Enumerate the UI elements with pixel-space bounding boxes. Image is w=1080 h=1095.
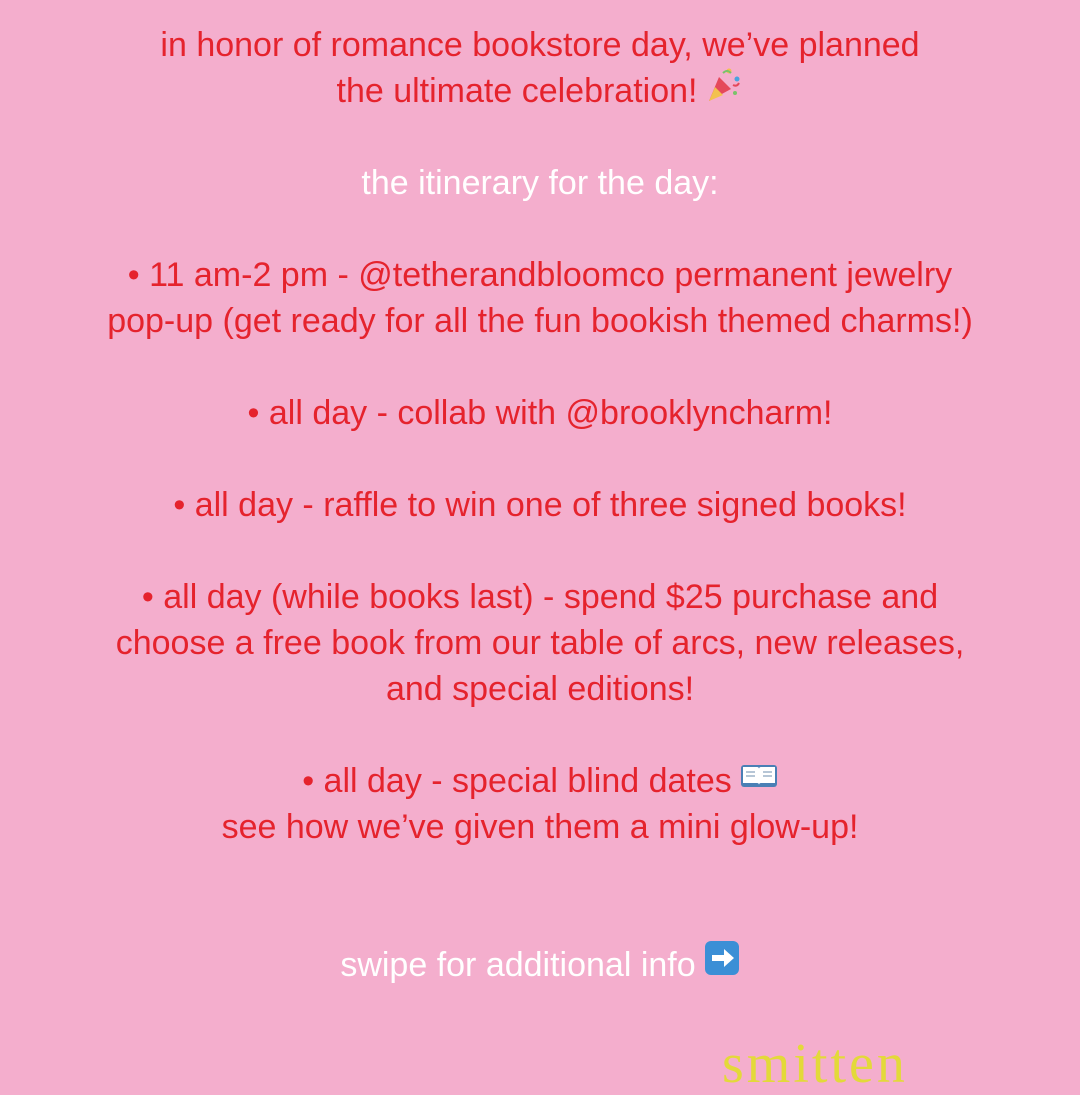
item-1-line-1: • 11 am-2 pm - @tetherandbloomco permanent jewelry <box>127 256 953 294</box>
party-popper-icon <box>705 65 743 115</box>
item-4-line-3: and special editions! <box>385 670 695 708</box>
intro-text-1: in honor of romance bookstore day, we’ve planned <box>160 26 920 64</box>
intro-text-2: the ultimate celebration! <box>336 72 698 110</box>
item-4-line-1: • all day (while books last) - spend $25 purchase and <box>141 578 939 616</box>
open-book-icon <box>740 757 778 803</box>
swipe-text: swipe for additional info <box>340 946 696 984</box>
item-5-line-1 <box>0 758 1080 806</box>
item-3-line-1: • all day - raffle to win one of three signed books! <box>173 486 907 524</box>
item-2-line-1: • all day - collab with @brooklyncharm! <box>247 394 833 432</box>
right-arrow-icon <box>704 940 740 988</box>
item-1-line-2: pop-up (get ready for all the fun bookish themed charms!) <box>107 302 973 340</box>
swipe-prompt <box>0 942 1080 991</box>
intro-line-2 <box>0 68 1080 118</box>
itinerary-heading: the itinerary for the day: <box>361 164 719 202</box>
item-5-line-2: see how we’ve given them a mini glow-up! <box>221 808 859 846</box>
item-4-line-2: choose a free book from our table of arcs, new releases, <box>115 624 965 662</box>
intro-line-1 <box>0 22 1080 68</box>
item-5-text-1: • all day - special blind dates <box>302 762 732 800</box>
brand-logo: smitten <box>722 1033 908 1095</box>
